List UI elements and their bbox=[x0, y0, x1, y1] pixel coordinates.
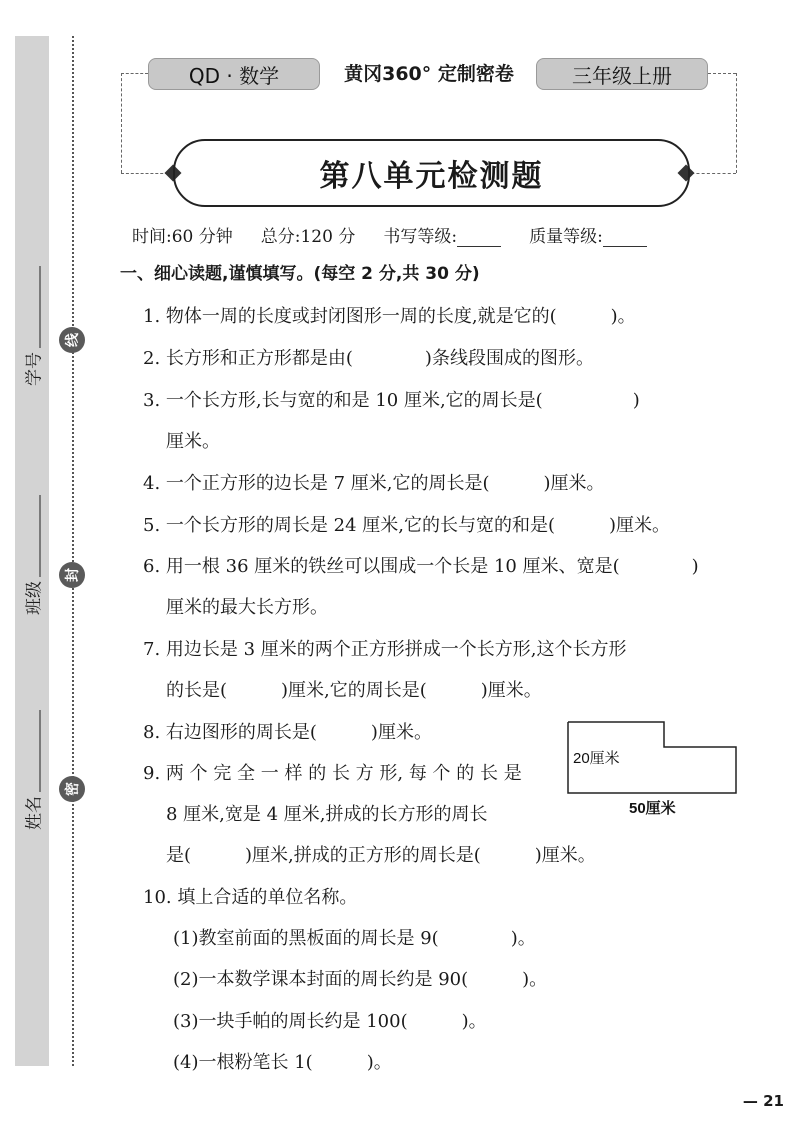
class-blank bbox=[39, 495, 41, 577]
question-10-4: (4)一根粉笔长 1( )。 bbox=[173, 1052, 392, 1073]
student-id-label: 学号 bbox=[24, 352, 45, 386]
student-id-blank bbox=[39, 266, 41, 348]
page-title: 第八单元检测题 bbox=[173, 139, 690, 207]
question-9: 9. 两 个 完 全 一 样 的 长 方 形, 每 个 的 长 是 bbox=[143, 763, 522, 784]
seal-line: 线 bbox=[59, 327, 85, 353]
score-info: 总分:120 分 bbox=[260, 227, 356, 247]
question-5: 5. 一个长方形的周长是 24 厘米,它的长与宽的和是( )厘米。 bbox=[143, 515, 671, 536]
name-label: 姓名 bbox=[24, 796, 45, 830]
writing-grade-label: 书写等级: bbox=[383, 227, 458, 247]
grade-badge: 三年级上册 bbox=[536, 58, 708, 90]
writing-grade bbox=[383, 222, 501, 247]
class-label: 班级 bbox=[24, 581, 45, 615]
question-10-3: (3)一块手帕的周长约是 100( )。 bbox=[173, 1011, 487, 1032]
question-6: 6. 用一根 36 厘米的铁丝可以围成一个长是 10 厘米、宽是( ) bbox=[143, 556, 699, 577]
question-7: 7. 用边长是 3 厘米的两个正方形拼成一个长方形,这个长方形 bbox=[143, 639, 627, 660]
name-field bbox=[20, 710, 45, 830]
cut-line bbox=[72, 36, 74, 1066]
question-8: 8. 右边图形的周长是( )厘米。 bbox=[143, 722, 432, 743]
name-blank bbox=[39, 710, 41, 792]
student-id-field bbox=[20, 266, 45, 386]
question-3: 3. 一个长方形,长与宽的和是 10 厘米,它的周长是( ) bbox=[143, 390, 640, 411]
seal-close: 密 bbox=[59, 776, 85, 802]
class-field bbox=[20, 495, 45, 615]
figure-width-label: 50厘米 bbox=[629, 800, 676, 817]
question-9-cont: 8 厘米,宽是 4 厘米,拼成的长方形的周长 bbox=[166, 804, 488, 825]
question-2: 2. 长方形和正方形都是由( )条线段围成的图形。 bbox=[143, 348, 594, 369]
question-6-cont: 厘米的最大长方形。 bbox=[166, 597, 328, 618]
question-7-cont: 的长是( )厘米,它的周长是( )厘米。 bbox=[166, 680, 542, 701]
question-10-2: (2)一本数学课本封面的周长约是 90( )。 bbox=[173, 969, 548, 990]
header-dash-left-vertical bbox=[121, 73, 122, 173]
quality-grade-label: 质量等级: bbox=[529, 227, 603, 247]
header-dash-right-vertical bbox=[736, 73, 737, 173]
question-4: 4. 一个正方形的边长是 7 厘米,它的周长是( )厘米。 bbox=[143, 473, 605, 494]
header-dash-right-top bbox=[708, 73, 736, 74]
quality-grade bbox=[529, 222, 647, 247]
header-dash-left-top bbox=[121, 73, 148, 74]
figure-height-label: 20厘米 bbox=[573, 750, 620, 767]
exam-info bbox=[132, 222, 647, 247]
question-9-cont-2: 是( )厘米,拼成的正方形的周长是( )厘米。 bbox=[166, 845, 596, 866]
question-3-cont: 厘米。 bbox=[166, 431, 220, 452]
time-info: 时间:60 分钟 bbox=[132, 227, 233, 247]
perimeter-figure bbox=[567, 721, 737, 821]
question-10: 10. 填上合适的单位名称。 bbox=[143, 887, 358, 908]
section-heading: 一、细心读题,谨慎填写。(每空 2 分,共 30 分) bbox=[120, 264, 480, 284]
seal-seal: 封 bbox=[59, 562, 85, 588]
subject-badge: QD · 数学 bbox=[148, 58, 320, 90]
quality-grade-blank bbox=[603, 232, 647, 247]
writing-grade-blank bbox=[457, 232, 501, 247]
brand-text: 黄冈360° 定制密卷 bbox=[344, 63, 514, 85]
question-1: 1. 物体一周的长度或封闭图形一周的长度,就是它的( )。 bbox=[143, 306, 636, 327]
question-10-1: (1)教室前面的黑板面的周长是 9( )。 bbox=[173, 928, 536, 949]
page-number: — 21 bbox=[742, 1092, 784, 1110]
